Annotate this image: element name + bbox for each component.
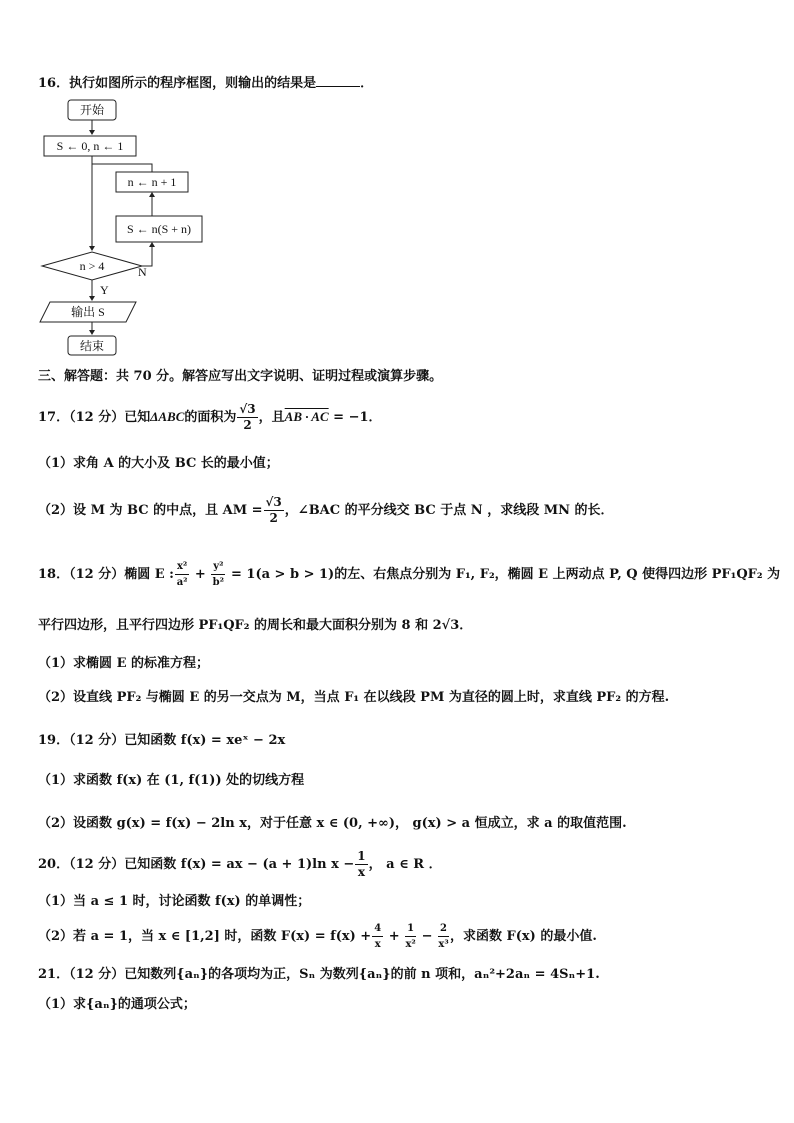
q19-part-2: （2）设函数 g(x) = f(x) − 2ln x，对于任意 x ∈ (0, +∞)， g(x) > a 恒成立，求 a 的取值范围. — [38, 816, 627, 831]
q20-fraction-4x — [372, 921, 383, 952]
flow-output-node — [40, 302, 136, 322]
q17-p2-b: ，∠BAC 的平分线交 BC 于点 N ，求线段 MN 的长． — [284, 503, 614, 518]
fraction-denominator: a² — [176, 577, 188, 588]
flow-update-n-label: n ← n + 1 — [127, 175, 177, 189]
q18-line-2: 平行四边形，且平行四边形 PF₁QF₂ 的周长和最大面积分别为 8 和 2√3． — [38, 618, 473, 633]
flow-yes-label: Y — [100, 283, 109, 297]
fraction-denominator: 2 — [243, 418, 252, 432]
q20-fraction — [355, 849, 367, 880]
q18-condition: = 1(a > b > 1) — [226, 567, 335, 582]
q17-head: 17．（12 分）已知 — [38, 410, 151, 425]
question-18 — [38, 558, 780, 592]
q20-head: 20．（12 分）已知函数 f(x) = ax − (a + 1)ln x − — [38, 857, 355, 872]
q17-vector-product: AB · AC — [284, 409, 329, 424]
fraction-numerator: √3 — [265, 495, 282, 509]
q20-part-1: （1）当 a ≤ 1 时，讨论函数 f(x) 的单调性； — [38, 894, 311, 909]
q16-tail: ． — [360, 76, 374, 91]
q17-area-label: 的面积为 — [184, 410, 237, 425]
arrowhead-icon — [89, 130, 95, 135]
q19-part-1: （1）求函数 f(x) 在 (1, f(1)) 处的切线方程 — [38, 773, 305, 788]
q18-y-fraction — [211, 559, 225, 590]
question-16 — [38, 74, 373, 93]
arrowhead-icon — [89, 330, 95, 335]
q17-triangle: ΔABC — [150, 409, 185, 424]
fraction-denominator: b² — [212, 577, 225, 588]
fraction-numerator: y² — [211, 559, 225, 575]
flow-condition-label: n > 4 — [79, 259, 105, 273]
flow-loop-line — [92, 164, 152, 172]
flow-end-node — [68, 336, 116, 355]
arrowhead-icon — [149, 242, 155, 247]
q17-am-fraction — [264, 495, 284, 526]
answer-blank — [316, 74, 360, 87]
question-17 — [38, 400, 382, 435]
q18-part-1: （1）求椭圆 E 的标准方程； — [38, 656, 210, 671]
fraction-numerator: 1 — [357, 849, 366, 863]
flow-end-label: 结束 — [79, 339, 105, 353]
q18-rest: 的左、右焦点分别为 F₁, F₂，椭圆 E 上两动点 P, Q 使得四边形 PF₁QF₂ 为 — [334, 567, 781, 582]
question-19: 19．（12 分）已知函数 f(x) = xeˣ − 2x — [38, 733, 286, 748]
arrowhead-icon — [89, 296, 95, 301]
q20-tail: ， a ∈ R ． — [368, 857, 442, 872]
arrowhead-icon — [89, 246, 95, 251]
q18-head: 18．（12 分）椭圆 E : — [38, 567, 174, 582]
program-flowchart — [38, 96, 218, 358]
q16-text: 16．执行如图所示的程序框图，则输出的结果是 — [38, 76, 317, 91]
fraction-numerator: x² — [175, 559, 189, 575]
q20-p2-a: （2）若 a = 1，当 x ∈ [1,2] 时，函数 F(x) = f(x) + — [38, 929, 372, 944]
question-21: 21．（12 分）已知数列{aₙ}的各项均为正，Sₙ 为数列{aₙ}的前 n 项和，aₙ²+2aₙ = 4Sₙ+1. — [38, 967, 600, 982]
q20-fraction-2x3 — [438, 921, 449, 952]
q17-p2-a: （2）设 M 为 BC 的中点，且 AM = — [38, 503, 263, 518]
flow-update-s-node — [116, 216, 202, 242]
question-20 — [38, 848, 442, 882]
fraction-denominator: x — [357, 865, 365, 879]
q20-p2-b: ，求函数 F(x) 的最小值. — [450, 929, 597, 944]
fraction-denominator: x² — [405, 939, 416, 950]
fraction-numerator: √3 — [239, 402, 256, 416]
flow-start-label: 开始 — [79, 103, 105, 117]
flow-update-s-label: S ← n(S + n) — [126, 222, 192, 236]
q17-equals: = −1． — [328, 410, 382, 425]
q17-part-2 — [38, 494, 614, 528]
flow-start-node — [68, 100, 116, 120]
q18-plus: + — [190, 567, 211, 582]
q18-part-2: （2）设直线 PF₂ 与椭圆 E 的另一交点为 M，当点 F₁ 在以线段 PM 为直径的圆上时，求直线 PF₂ 的方程. — [38, 690, 670, 705]
fraction-numerator: 1 — [405, 921, 416, 937]
flow-no-label: N — [138, 265, 147, 279]
q20-fraction-1x2 — [405, 921, 416, 952]
fraction-denominator: x — [374, 939, 381, 950]
arrowhead-icon — [149, 192, 155, 197]
q21-part-1: （1）求{aₙ}的通项公式； — [38, 997, 196, 1012]
flow-condition-node — [42, 252, 142, 280]
fraction-numerator: 4 — [372, 921, 383, 937]
flow-init-label: S ← 0, n ← 1 — [56, 139, 124, 153]
q20-part-2: （2）若 a = 1，当 x ∈ [1,2] 时，函数 F(x) = f(x) + $\frac{4}{x}$ + $\frac{1}{\text{x²}}$ − $\frac{2}{\text{x³}}$ ，求函数 F(x) 的最小值. — [38, 923, 597, 950]
fraction-numerator: 2 — [438, 921, 449, 937]
flow-init-node — [44, 136, 136, 156]
flow-output-label: 输出 S — [71, 305, 105, 319]
fraction-denominator: 2 — [269, 511, 278, 525]
q18-x-fraction — [175, 559, 189, 590]
section-heading: 三、解答题：共 70 分。解答应写出文字说明、证明过程或演算步骤。 — [38, 369, 443, 384]
fraction-denominator: x³ — [438, 939, 449, 950]
flow-update-n-node — [116, 172, 188, 192]
q17-part-1: （1）求角 A 的大小及 BC 长的最小值； — [38, 456, 279, 471]
q17-area-fraction — [237, 402, 257, 433]
q17-mid: ，且 — [258, 410, 285, 425]
